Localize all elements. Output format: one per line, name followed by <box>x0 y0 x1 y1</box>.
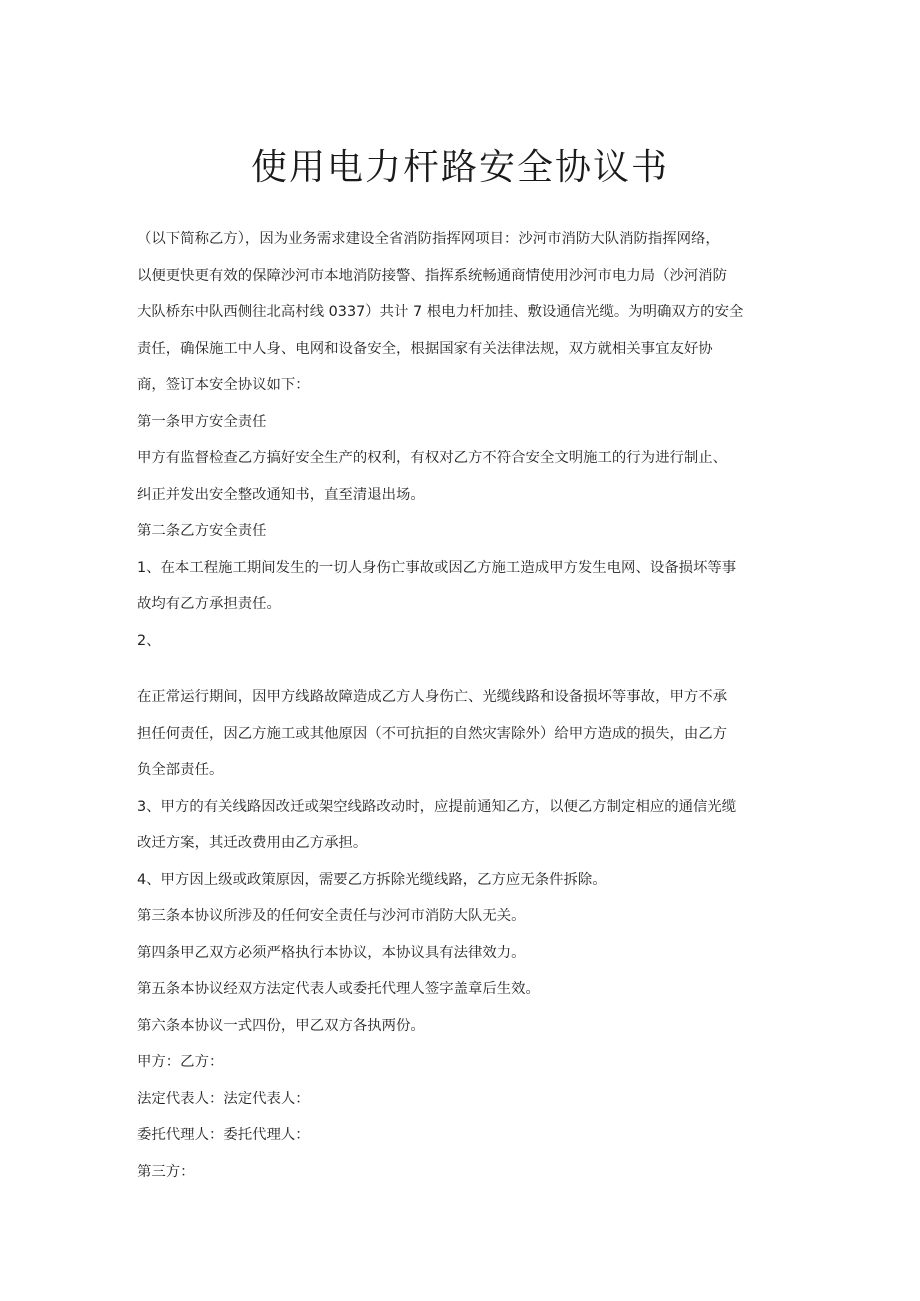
clause-line: 改迁方案，其迁改费用由乙方承担。 <box>137 835 368 851</box>
paragraph-line: 以便更快更有效的保障沙河市本地消防接警、指挥系统畅通商情使用沙河市电力局（沙河消防 <box>137 267 728 284</box>
paragraph-line: 纠正并发出安全整改通知书，直至清退出场。 <box>137 486 425 503</box>
clause-line: 1、在本工程施工期间发生的一切人身伤亡事故或因乙方施工造成甲方发生电网、设备损坏等事 <box>137 559 737 576</box>
clause-line: 4、甲方因上级或政策原因，需要乙方拆除光缆线路，乙方应无条件拆除。 <box>137 871 607 888</box>
signature-line-agent: 委托代理人：委托代理人： <box>137 1127 310 1143</box>
article-line: 第四条甲乙双方必须严格执行本协议，本协议具有法律效力。 <box>137 944 526 961</box>
signature-line-parties: 甲方：乙方： <box>137 1054 224 1070</box>
paragraph-line: 商，签订本安全协议如下： <box>137 377 310 393</box>
section-heading: 第二条乙方安全责任 <box>137 523 267 539</box>
paragraph-line: 甲方有监督检查乙方搞好安全生产的权利，有权对乙方不符合安全文明施工的行为进行制止、 <box>137 450 728 466</box>
document-title: 使用电力杆路安全协议书 <box>250 147 669 188</box>
article-line: 第三条本协议所涉及的任何安全责任与沙河市消防大队无关。 <box>137 908 526 924</box>
section-heading: 第一条甲方安全责任 <box>137 413 267 430</box>
clause-line: 负全部责任。 <box>137 762 224 778</box>
paragraph-line: （以下简称乙方），因为业务需求建设全省消防指挥网项目：沙河市消防大队消防指挥网络， <box>137 231 720 247</box>
paragraph-line: 大队桥东中队西侧往北高村线 0337）共计 7 根电力杆加挂、敷设通信光缆。为明确双方的安全 <box>137 304 744 320</box>
document-body <box>137 225 787 1194</box>
article-line: 第六条本协议一式四份，甲乙双方各执两份。 <box>137 1017 425 1034</box>
article-line: 第五条本协议经双方法定代表人或委托代理人签字盖章后生效。 <box>137 981 540 997</box>
clause-line: 在正常运行期间，因甲方线路故障造成乙方人身伤亡、光缆线路和设备损坏等事故，甲方不承 <box>137 689 728 705</box>
signature-line-third-party: 第三方： <box>137 1163 195 1180</box>
clause-line: 3、甲方的有关线路因改迁或架空线路改动时，应提前通知乙方，以便乙方制定相应的通信光缆 <box>137 798 737 815</box>
signature-line-legal-representative: 法定代表人：法定代表人： <box>137 1090 310 1107</box>
clause-line: 故均有乙方承担责任。 <box>137 596 281 612</box>
paragraph-line: 责任，确保施工中人身、电网和设备安全，根据国家有关法律法规，双方就相关事宜友好协 <box>137 340 713 357</box>
clause-number: 2、 <box>137 632 161 649</box>
clause-line: 担任何责任，因乙方施工或其他原因（不可抗拒的自然灾害除外）给甲方造成的损失，由乙方 <box>137 725 728 742</box>
